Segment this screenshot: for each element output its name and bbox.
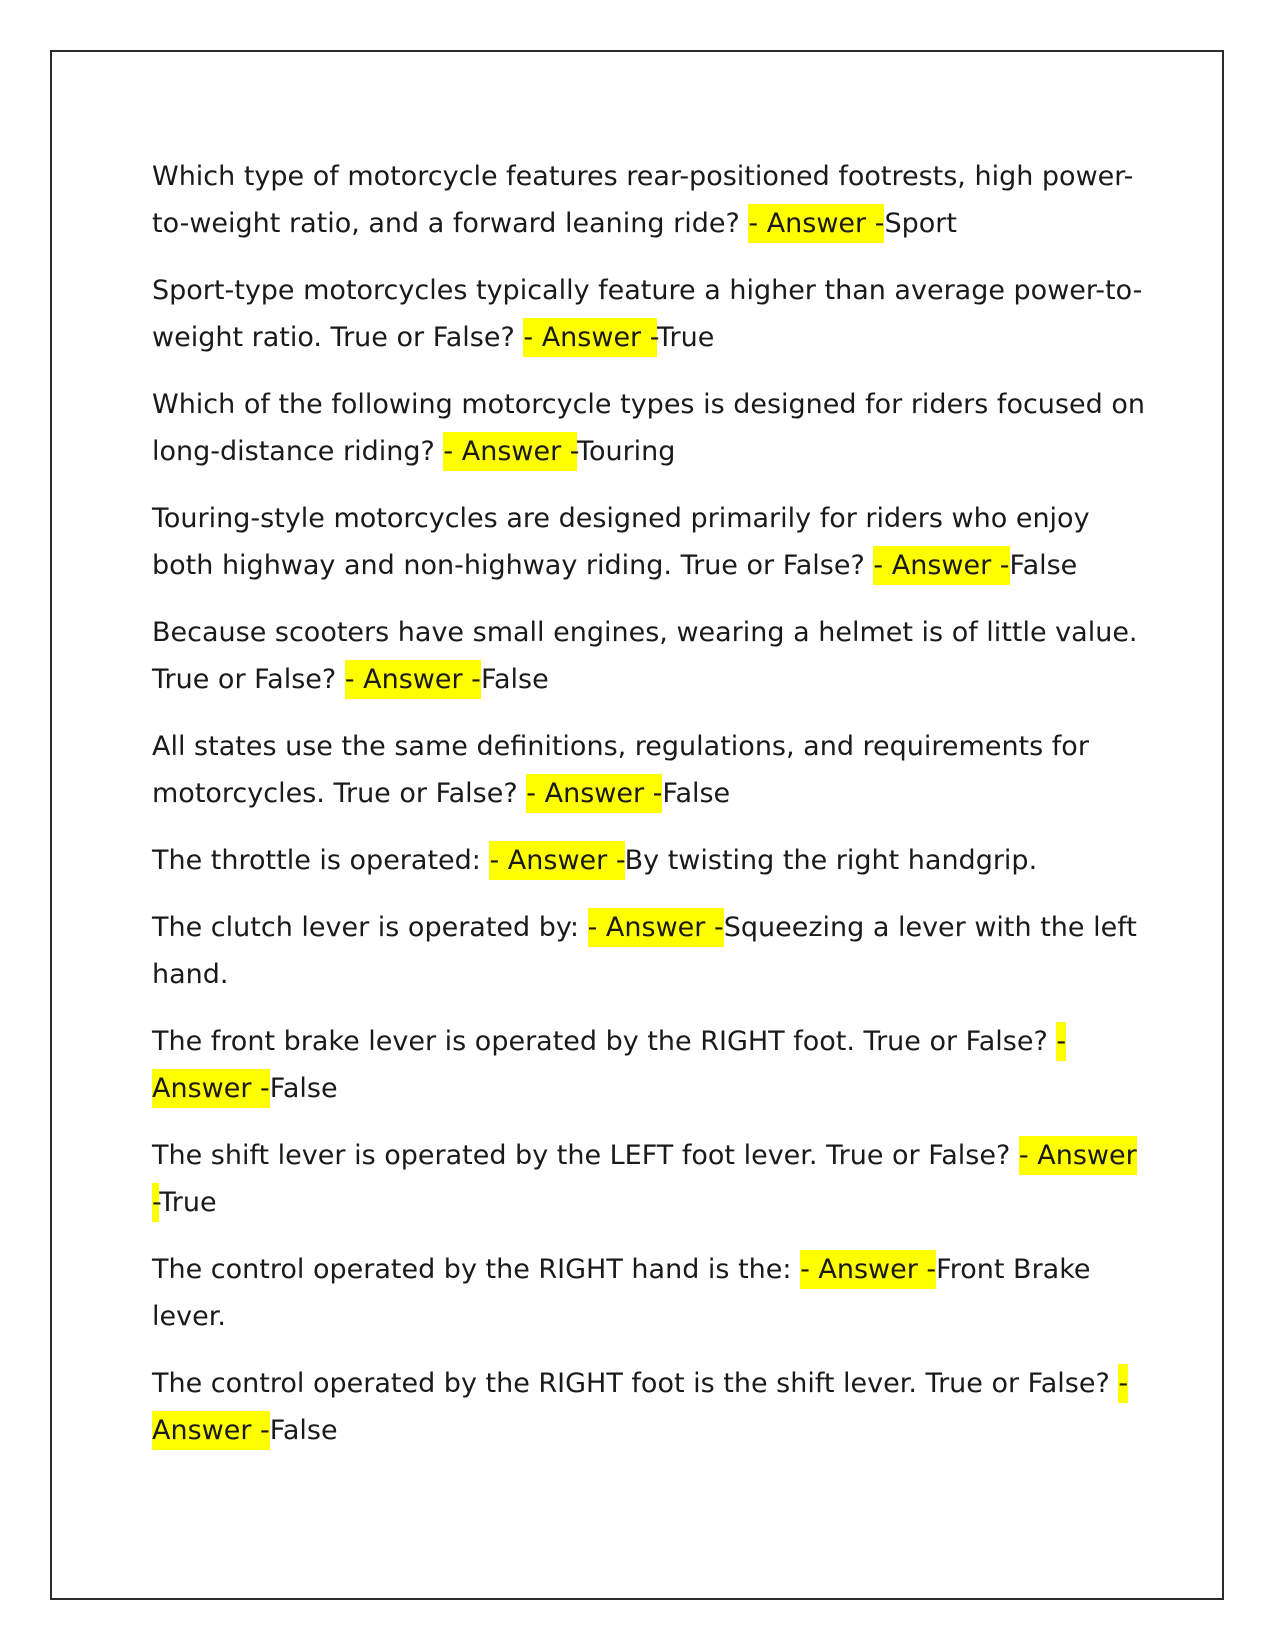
qa-item bbox=[152, 1132, 1152, 1226]
question-text: The control operated by the RIGHT hand is the: bbox=[152, 1254, 801, 1285]
answer-text: False bbox=[269, 1073, 338, 1104]
qa-item bbox=[152, 267, 1152, 361]
question-text: The clutch lever is operated by: bbox=[152, 912, 588, 943]
answer-marker: - Answer - bbox=[588, 908, 724, 947]
qa-item bbox=[152, 837, 1152, 884]
answer-text: Squeezing a lever with the left hand. bbox=[152, 912, 1137, 990]
answer-text: False bbox=[1009, 550, 1078, 581]
answer-text: By twisting the right handgrip. bbox=[624, 845, 1038, 876]
question-text: The control operated by the RIGHT foot is the shift lever. True or False? bbox=[152, 1368, 1119, 1399]
page-frame bbox=[50, 50, 1224, 1600]
answer-marker: - Answer - bbox=[873, 546, 1009, 585]
qa-item bbox=[152, 723, 1152, 817]
answer-marker: - Answer - bbox=[152, 1364, 1128, 1450]
question-text: The shift lever is operated by the LEFT foot lever. True or False? bbox=[152, 1140, 1019, 1171]
answer-text: False bbox=[480, 664, 549, 695]
answer-text: Sport bbox=[884, 208, 957, 239]
question-text: Which type of motorcycle features rear-positioned footrests, high power-to-weight ratio, and a forward leaning ride? bbox=[152, 161, 1134, 239]
answer-text: Touring bbox=[577, 436, 676, 467]
qa-list bbox=[152, 153, 1152, 1474]
qa-item bbox=[152, 153, 1152, 247]
question-text: The throttle is operated: bbox=[152, 845, 490, 876]
qa-item bbox=[152, 609, 1152, 703]
question-text: All states use the same definitions, regulations, and requirements for motorcycles. True or False? bbox=[152, 731, 1089, 809]
question-text: Which of the following motorcycle types is designed for riders focused on long-distance riding? bbox=[152, 389, 1145, 467]
question-text: The front brake lever is operated by the RIGHT foot. True or False? bbox=[152, 1026, 1057, 1057]
qa-item bbox=[152, 904, 1152, 998]
qa-item bbox=[152, 1246, 1152, 1340]
question-text: Because scooters have small engines, wearing a helmet is of little value. True or False? bbox=[152, 617, 1138, 695]
answer-marker: - Answer - bbox=[523, 318, 657, 357]
answer-text: False bbox=[269, 1415, 338, 1446]
answer-text: True bbox=[657, 322, 715, 353]
qa-item bbox=[152, 1018, 1152, 1112]
answer-text: False bbox=[662, 778, 731, 809]
answer-text: True bbox=[159, 1187, 217, 1218]
qa-item bbox=[152, 381, 1152, 475]
qa-item bbox=[152, 1360, 1152, 1454]
answer-marker: - Answer - bbox=[800, 1250, 936, 1289]
answer-marker: - Answer - bbox=[152, 1022, 1066, 1108]
answer-marker: - Answer - bbox=[443, 432, 577, 471]
answer-marker: - Answer - bbox=[345, 660, 481, 699]
answer-text: Front Brake lever. bbox=[152, 1254, 1091, 1332]
question-text: Touring-style motorcycles are designed primarily for riders who enjoy both highway and non-highway riding. True or False? bbox=[152, 503, 1090, 581]
question-text: Sport-type motorcycles typically feature a higher than average power-to-weight ratio. True or False? bbox=[152, 275, 1143, 353]
answer-marker: - Answer - bbox=[489, 841, 624, 880]
answer-marker: - Answer - bbox=[526, 774, 662, 813]
answer-marker: - Answer - bbox=[748, 204, 884, 243]
answer-marker: - Answer - bbox=[152, 1136, 1137, 1222]
qa-item bbox=[152, 495, 1152, 589]
